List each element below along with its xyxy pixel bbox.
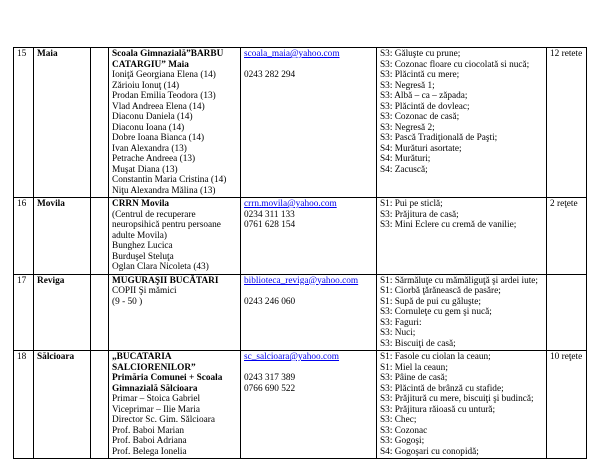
recipe-line: S1: Supă de pui cu găluşte;	[380, 296, 481, 307]
recipe-line: S3: Găluşte cu prune;	[380, 49, 461, 59]
cell-contact	[241, 351, 377, 459]
team-title-line: „BUCATARIA SALCIORENILOR”	[112, 352, 196, 373]
recipes-table	[13, 47, 587, 459]
recipe-line: S1: Sărmăluţe cu mămăliguţă şi ardei iute;	[380, 275, 539, 286]
cell-location	[34, 198, 91, 275]
team-member-line: Burduşel Steluţa	[112, 251, 174, 262]
cell-team	[109, 351, 241, 459]
cell-contact	[241, 198, 377, 275]
cell-team	[109, 274, 241, 351]
row-number: 15	[17, 49, 27, 59]
recipe-line: S3: Pască Tradiţională de Paşti;	[380, 133, 498, 143]
table-row	[14, 274, 587, 351]
team-member-line: COPII Şi mămici	[112, 286, 177, 296]
recipe-line: S3: Pâine de casă;	[380, 373, 448, 383]
team-member-line: Niţu Alexandra Mălina (13)	[112, 185, 216, 196]
recipe-line: S3: Prăjitura răioasă cu untură;	[380, 404, 496, 415]
team-member-line: Ivan Alexandra (13)	[112, 143, 187, 154]
recipe-count: 2 reţete	[550, 199, 578, 209]
email-link[interactable]: sc_salcioara@yahoo.com	[244, 352, 340, 362]
email-link[interactable]: crrn.movila@yahoo.com	[244, 199, 337, 209]
recipe-line: S1: Fasole cu ciolan la ceaun;	[380, 352, 491, 362]
recipe-line: S4: Zacuscă;	[380, 164, 428, 175]
cell-recipe-count	[547, 198, 587, 275]
row-number: 17	[17, 275, 27, 286]
cell-row-number	[14, 48, 34, 198]
phone-number: 0761 628 154	[244, 220, 296, 230]
recipes-table-body	[14, 48, 587, 459]
phone-number: 0243 317 389	[244, 373, 296, 383]
team-member-line: Prof. Baboi Marian	[112, 425, 185, 436]
table-row	[14, 198, 587, 275]
recipe-line: S3: Plăcintă de brânză cu stafide;	[380, 383, 504, 394]
recipe-line: S3: Prăjitura de casă;	[380, 209, 459, 220]
team-member-line: Diaconu Ioana (14)	[112, 122, 185, 133]
team-member-line: Oglan Clara Nicoleta (43)	[112, 262, 209, 272]
cell-team	[109, 48, 241, 198]
recipe-line: S3: Cozonac de casă;	[380, 112, 460, 122]
team-title-line: CRRN Movila	[112, 199, 170, 209]
team-title-line: Primăria Comunei + Scoala Gimnazială Sălcioara	[112, 373, 223, 394]
recipe-line: S3: Gogoşi;	[380, 436, 425, 446]
cell-team	[109, 198, 241, 275]
cell-contact	[241, 48, 377, 198]
recipe-line: S3: Chec;	[380, 415, 417, 425]
recipe-line: S3: Prăjitură cu mere, biscuiţi şi budincă;	[380, 394, 534, 404]
table-row	[14, 351, 587, 459]
team-member-line: Diaconu Daniela (14)	[112, 112, 193, 122]
recipe-line: S3: Cozonac floare cu ciocolată si nucă;	[380, 59, 530, 70]
recipe-line: S3: Plăcintă de dovleac;	[380, 101, 470, 112]
team-member-line: Director Sc. Gim. Sălcioara	[112, 415, 216, 425]
recipe-line: S1: Pui pe sticlă;	[380, 199, 443, 209]
location-name: Sălcioara	[37, 352, 75, 362]
cell-recipes	[377, 198, 547, 275]
cell-recipe-count	[547, 274, 587, 351]
team-member-line: Bunghez Lucica	[112, 241, 173, 251]
team-member-line: Constantin Maria Cristina (14)	[112, 175, 227, 185]
email-link[interactable]: scoala_maia@yahoo.com	[244, 49, 340, 59]
recipe-line: S4: Murături asortate;	[380, 143, 462, 154]
recipe-line: S3: Albă – ca – zăpada;	[380, 91, 468, 101]
cell-location	[34, 48, 91, 198]
team-member-line: Vlad Andreea Elena (14)	[112, 101, 205, 112]
phone-number: 0766 690 522	[244, 383, 296, 394]
team-member-line: Prodan Emilia Teodora (13)	[112, 91, 216, 101]
table-row	[14, 48, 587, 198]
cell-spacer	[91, 351, 109, 459]
cell-recipe-count	[547, 351, 587, 459]
cell-row-number	[14, 351, 34, 459]
recipe-line: S3: Cornuleţe cu gem şi nucă;	[380, 307, 492, 317]
cell-spacer	[91, 274, 109, 351]
cell-location	[34, 274, 91, 351]
team-member-line: Dobre Ioana Bianca (14)	[112, 133, 205, 143]
recipe-count: 12 retete	[550, 49, 583, 59]
recipe-count: 10 reţete	[550, 352, 583, 362]
contact-blank-line	[244, 60, 374, 71]
team-title-line: Scoala Gimnazială”BARBU CATARGIU” Maia	[112, 49, 224, 70]
row-number: 16	[17, 199, 27, 209]
recipe-line: S3: Biscuiţi de casă;	[380, 338, 456, 349]
recipe-line: S3: Plăcintă cu mere;	[380, 70, 460, 80]
cell-row-number	[14, 198, 34, 275]
cell-contact	[241, 274, 377, 351]
location-name: Movila	[37, 199, 65, 209]
team-member-line: Prof. Belega Ionelia	[112, 446, 187, 457]
team-member-line: Viceprimar – Ilie Maria	[112, 404, 200, 415]
recipe-line: S3: Negresă 1;	[380, 80, 435, 91]
cell-row-number	[14, 274, 34, 351]
team-member-line: Prof. Baboi Adriana	[112, 436, 187, 446]
cell-recipes	[377, 351, 547, 459]
team-member-line: (Centrul de recuperare neuropsihică pentru persoane adulte Movila)	[112, 209, 221, 241]
email-link[interactable]: biblioteca_reviga@yahoo.com	[244, 275, 359, 286]
recipe-line: S3: Faguri:	[380, 317, 422, 328]
contact-blank-line	[244, 363, 374, 374]
cell-recipe-count	[547, 48, 587, 198]
phone-number: 0234 311 133	[244, 209, 295, 220]
team-member-line: Muşat Diana (13)	[112, 164, 178, 175]
recipe-line: S3: Nuci;	[380, 328, 416, 338]
location-name: Maia	[37, 49, 58, 59]
cell-recipes	[377, 48, 547, 198]
row-number: 18	[17, 352, 27, 362]
location-name: Reviga	[37, 275, 65, 286]
recipe-line: S3: Negresă 2;	[380, 122, 435, 133]
team-member-line: Ioniţă Georgiana Elena (14)	[112, 70, 216, 80]
contact-blank-line	[244, 286, 374, 297]
recipe-line: S4: Gogoşari cu conopidă;	[380, 446, 479, 457]
recipe-line: S3: Mini Eclere cu cremă de vanilie;	[380, 220, 517, 230]
recipe-line: S1: Miel la ceaun;	[380, 362, 448, 373]
cell-location	[34, 351, 91, 459]
cell-spacer	[91, 198, 109, 275]
recipe-line: S1: Ciorbă ţărănească de pasăre;	[380, 286, 501, 296]
phone-number: 0243 246 060	[244, 296, 296, 307]
team-member-line: Primar – Stoica Gabriel	[112, 394, 201, 404]
cell-spacer	[91, 48, 109, 198]
team-member-line: (9 - 50 )	[112, 296, 143, 307]
recipe-line: S3: Cozonac	[380, 425, 428, 436]
team-member-line: Zărioiu Ionuţ (14)	[112, 80, 180, 91]
team-title-line: MUGURAŞII BUCĂTARI	[112, 275, 219, 286]
cell-recipes	[377, 274, 547, 351]
team-member-line: Petrache Andreea (13)	[112, 154, 196, 164]
recipe-line: S4: Murături;	[380, 154, 431, 164]
phone-number: 0243 282 294	[244, 70, 296, 80]
